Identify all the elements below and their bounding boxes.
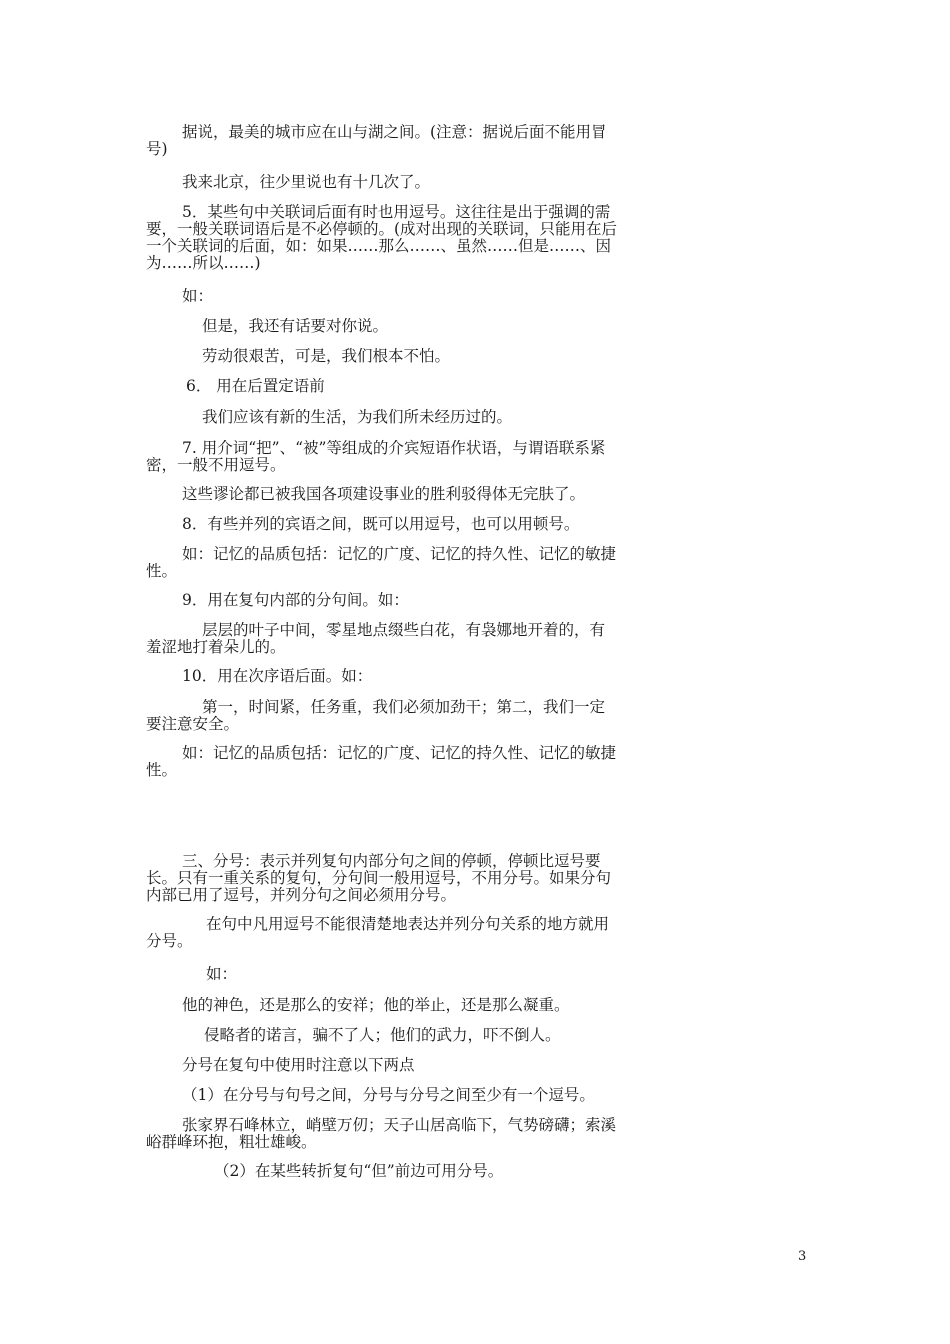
paragraph: 6． 用在后置定语前 (186, 377, 325, 395)
paragraph: 侵略者的诺言，骗不了人；他们的武力，吓不倒人。 (204, 1026, 561, 1044)
paragraph: 第一，时间紧，任务重，我们必须加劲干；第二，我们一定要注意安全。 (146, 698, 606, 733)
paragraph: 在句中凡用逗号不能很清楚地表达并列分句关系的地方就用分号。 (146, 915, 610, 950)
paragraph: 分号在复句中使用时注意以下两点 (182, 1056, 415, 1074)
paragraph: 8．有些并列的宾语之间，既可以用逗号，也可以用顿号。 (182, 515, 580, 533)
paragraph: 如： (206, 965, 238, 983)
paragraph: 但是，我还有话要对你说。 (202, 317, 389, 335)
paragraph: 这些谬论都已被我国各项建设事业的胜利驳得体无完肤了。 (182, 485, 586, 503)
paragraph: 我们应该有新的生活，为我们所未经历过的。 (202, 408, 513, 426)
paragraph: 我来北京，往少里说也有十几次了。 (182, 173, 431, 191)
paragraph: 劳动很艰苦，可是，我们根本不怕。 (202, 347, 451, 365)
paragraph: 如：记忆的品质包括：记忆的广度、记忆的持久性、记忆的敏捷性。 (146, 744, 617, 779)
paragraph: 7. 用介词“把”、“被”等组成的介宾短语作状语，与谓语联系紧密，一般不用逗号。 (146, 439, 606, 474)
paragraph: 10．用在次序语后面。如： (182, 667, 373, 685)
paragraph: 层层的叶子中间，零星地点缀些白花，有袅娜地开着的，有羞涩地打着朵儿的。 (146, 621, 606, 656)
paragraph: 5．某些句中关联词后面有时也用逗号。这往往是出于强调的需要，一般关联词语后是不必停顿的。(成对出现的关联词，只能用在后一个关联词的后面，如：如果……那么……、虽然……但是……、因为……所以……) (146, 203, 618, 272)
paragraph: 三、分号：表示并列复句内部分句之间的停顿，停顿比逗号要长。只有一重关系的复句，分句间一般用逗号，不用分号。如果分句内部已用了逗号，并列分句之间必须用分号。 (146, 852, 612, 904)
paragraph: （2）在某些转折复句“但”前边可用分号。 (214, 1162, 504, 1180)
paragraph: 如： (182, 287, 214, 305)
paragraph: 9．用在复句内部的分句间。如： (182, 591, 409, 609)
paragraph: 如：记忆的品质包括：记忆的广度、记忆的持久性、记忆的敏捷性。 (146, 545, 617, 580)
paragraph: 张家界石峰林立，峭壁万仞；天子山居高临下，气势磅礴；索溪峪群峰环抱，粗壮雄峻。 (146, 1116, 617, 1151)
paragraph: （1）在分号与句号之间，分号与分号之间至少有一个逗号。 (182, 1086, 595, 1104)
paragraph: 他的神色，还是那么的安祥；他的举止，还是那么凝重。 (182, 996, 570, 1014)
paragraph: 据说，最美的城市应在山与湖之间。(注意：据说后面不能用冒号) (146, 123, 607, 158)
page-number: 3 (798, 1249, 807, 1264)
